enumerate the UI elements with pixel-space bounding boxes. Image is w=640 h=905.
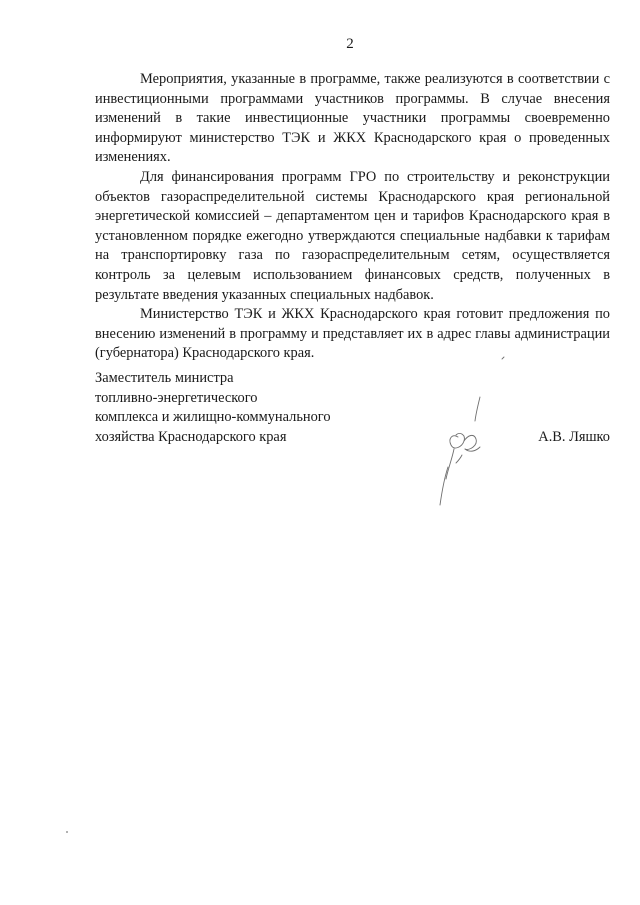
signatory-name: А.В. Ляшко bbox=[538, 428, 610, 445]
paragraph-2: Для финансирования программ ГРО по строительству и реконструкции объектов газораспределительной системы Краснодарского края региональной энергетической комиссией – департаментом цен и тарифов Краснодарского края в установленном порядке ежегодно утверждаются специальные надбавки к тарифам на транспортировку газа по газораспределительным сетям, осуществляется контроль за целевым использованием финансовых средств, полученных в результате введения указанных специальных надбавок. bbox=[95, 168, 610, 303]
paragraph-1: Мероприятия, указанные в программе, также реализуются в соответствии с инвестиционными программами участников программы. В случае внесения изменений в такие инвестиционные участники программы своевременно информируют министерство ТЭК и ЖКХ Краснодарского края о проведенных изменениях. bbox=[95, 71, 610, 166]
body-text bbox=[95, 70, 610, 364]
signatory-title-line-2: топливно-энергетического bbox=[95, 389, 258, 406]
signatory-title-line-3: комплекса и жилищно-коммунального bbox=[95, 409, 331, 426]
page-number: 2 bbox=[346, 36, 354, 52]
scan-speck bbox=[66, 831, 68, 833]
paragraph-3: Министерство ТЭК и ЖКХ Краснодарского края готовит предложения по внесению изменений в программу и представляет их в адрес главы администрации (губернатора) Краснодарского края. bbox=[95, 306, 610, 362]
signature-block bbox=[95, 369, 610, 447]
signatory-title-line-1: Заместитель министра bbox=[95, 370, 234, 386]
handwritten-signature bbox=[418, 355, 518, 525]
signatory-title-line-4: хозяйства Краснодарского края bbox=[95, 428, 287, 445]
